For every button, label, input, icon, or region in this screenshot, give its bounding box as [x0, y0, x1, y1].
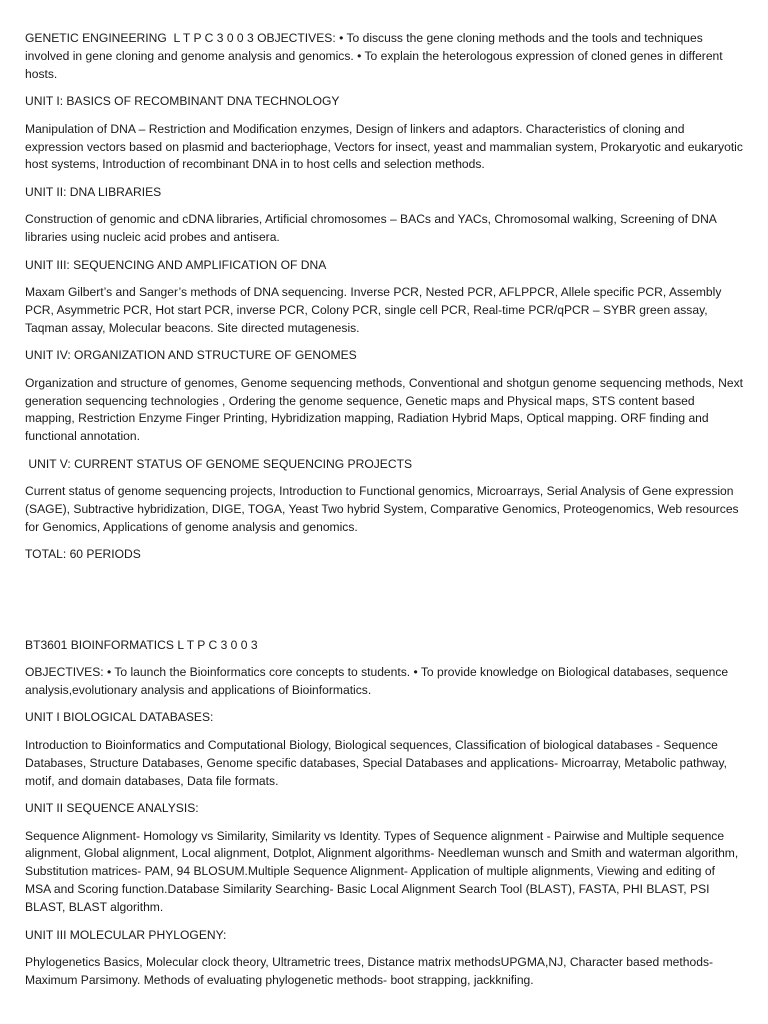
unit-title: UNIT II: DNA LIBRARIES: [25, 184, 162, 199]
unit-title: UNIT II SEQUENCE ANALYSIS:: [25, 801, 199, 816]
unit-body: Construction of genomic and cDNA libraries, Artificial chromosomes – BACs and YACs, Chromosomal walking, Screening of DNA libraries using nucleic acid probes and antisera.: [25, 212, 720, 245]
unit-title: UNIT I: BASICS OF RECOMBINANT DNA TECHNOLOGY: [25, 94, 340, 109]
unit-body: Manipulation of DNA – Restriction and Modification enzymes, Design of linkers and adaptors. Characteristics of cloning and expression vectors based on plasmid and bacteriophage, Vectors for insect, yeast and mammalian system, Prokaryotic and eukaryotic host systems, Introduction of recombinant DNA in to host cells and selection methods.: [25, 121, 747, 172]
course-bioinformatics: [25, 637, 743, 990]
document-page: [25, 30, 747, 999]
unit-title: UNIT III MOLECULAR PHYLOGENY:: [25, 927, 227, 942]
section-spacer: [25, 574, 743, 637]
unit-body: Introduction to Bioinformatics and Computational Biology, Biological sequences, Classification of biological databases - Sequence Databases, Structure Databases, Genome specific databases, Special Databases and applications- Microarray, Metabolic pathway, motif, and domain databases, Data file formats.: [25, 737, 731, 788]
unit-body: Sequence Alignment- Homology vs Similarity, Similarity vs Identity. Types of Sequence alignment - Pairwise and Multiple sequence alignment, Global alignment, Local alignment, Dotplot, Alignment algorithms- Needleman wunsch and Smith and waterman algorithm, Substitution matrices- PAM, 94 BLOSUM.Multiple Sequence Alignment- Application of multiple alignments, Viewing and editing of MSA and Scoring function.Database Similarity Searching- Basic Local Alignment Search Tool (BLAST), FASTA, PHI BLAST, PSI BLAST, BLAST algorithm.: [25, 828, 742, 915]
course-header: BT3601 BIOINFORMATICS L T P C 3 0 0 3: [25, 637, 258, 652]
unit-title: UNIT I BIOLOGICAL DATABASES:: [25, 710, 214, 725]
course-objectives: OBJECTIVES: • To launch the Bioinformatics core concepts to students. • To provide knowledge on Biological databases, sequence analysis,evolutionary analysis and applications of Bioinformatics.: [25, 665, 732, 698]
unit-body: Phylogenetics Basics, Molecular clock theory, Ultrametric trees, Distance matrix methodsUPGMA,NJ, Character based methods-Maximum Parsimony. Methods of evaluating phylogenetic methods- boot strapping, jackknifing.: [25, 954, 714, 987]
unit-title: UNIT IV: ORGANIZATION AND STRUCTURE OF GENOMES: [25, 348, 357, 363]
unit-body: Current status of genome sequencing projects, Introduction to Functional genomics, Microarrays, Serial Analysis of Gene expression (SAGE), Subtractive hybridization, DIGE, TOGA, Yeast Two hybrid System, Comparative Genomics, Proteogenomics, Web resources for Genomics, Applications of genome analysis and genomics.: [25, 484, 742, 534]
unit-body: Organization and structure of genomes, Genome sequencing methods, Conventional and shotgun genome sequencing methods, Next generation sequencing technologies , Ordering the genome sequence, Genetic maps and Physical maps, STS content based mapping, Restriction Enzyme Finger Printing, Hybridization mapping, Radiation Hybrid Maps, Optical mapping. ORF finding and functional annotation.: [25, 375, 747, 444]
unit-body: Maxam Gilbert’s and Sanger’s methods of DNA sequencing. Inverse PCR, Nested PCR, AFLPPCR, Allele specific PCR, Assembly PCR, Asymmetric PCR, Hot start PCR, inverse PCR, Colony PCR, single cell PCR, Real-time PCR/qPCR – SYBR green assay, Taqman assay, Molecular beacons. Site directed mutagenesis.: [25, 284, 725, 335]
course-genetic-engineering: [25, 30, 747, 564]
unit-title: UNIT V: CURRENT STATUS OF GENOME SEQUENCING PROJECTS: [25, 456, 413, 471]
course-header: GENETIC ENGINEERING L T P C 3 0 0 3 OBJECTIVES: • To discuss the gene cloning methods and the tools and techniques involved in gene cloning and genome analysis and genomics. • To explain the heterologous expression of cloned genes in different hosts.: [25, 31, 727, 81]
total-periods: TOTAL: 60 PERIODS: [25, 547, 141, 562]
unit-title: UNIT III: SEQUENCING AND AMPLIFICATION OF DNA: [25, 257, 327, 272]
